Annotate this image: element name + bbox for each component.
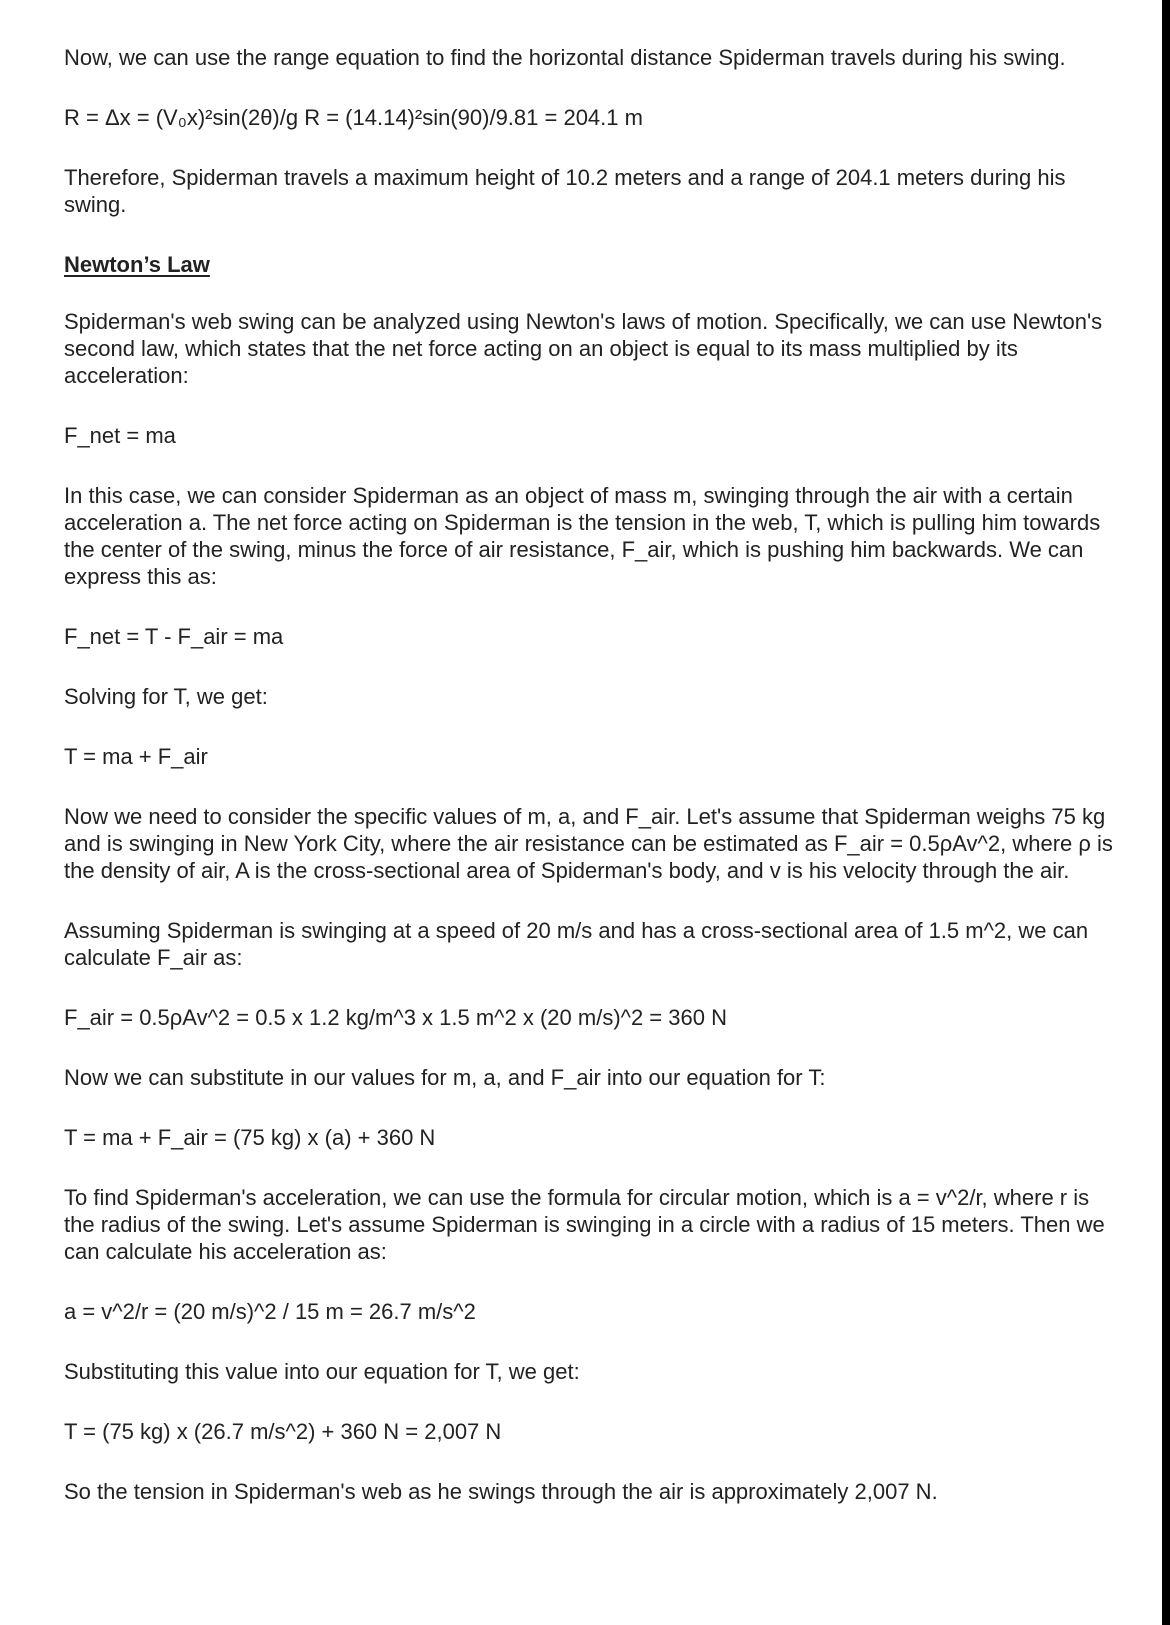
equation-t: T = ma + F_air <box>64 744 208 769</box>
paragraph-substitute: Now we can substitute in our values for m, a, and F_air into our equation for T: <box>64 1065 826 1090</box>
equation-range: R = Δx = (V₀x)²sin(2θ)/g R = (14.14)²sin(90)/9.81 = 204.1 m <box>64 105 643 130</box>
equation-fnet-tension: F_net = T - F_air = ma <box>64 624 284 649</box>
section-heading-newtons-law: Newton’s Law <box>64 252 210 277</box>
paragraph-speed-assumption: Assuming Spiderman is swinging at a speed of 20 m/s and has a cross-sectional area of 1.5 m^2, we can calculate F_air as: <box>64 918 1089 970</box>
equation-acceleration: a = v^2/r = (20 m/s)^2 / 15 m = 26.7 m/s^2 <box>64 1299 476 1324</box>
paragraph-solving-t: Solving for T, we get: <box>64 684 268 709</box>
equation-fnet: F_net = ma <box>64 423 176 448</box>
paragraph-range-conclusion: Therefore, Spiderman travels a maximum height of 10.2 meters and a range of 204.1 meters during his swing. <box>64 165 1066 217</box>
paragraph-conclusion: So the tension in Spiderman's web as he swings through the air is approximately 2,007 N. <box>64 1479 938 1504</box>
paragraph-newton-intro: Spiderman's web swing can be analyzed using Newton's laws of motion. Specifically, we can use Newton's second law, which states that the net force acting on an object is equal to its mass multiplied by its acceleration: <box>64 309 1103 388</box>
paragraph-substituting-value: Substituting this value into our equation for T, we get: <box>64 1359 580 1384</box>
equation-t-substituted: T = ma + F_air = (75 kg) x (a) + 360 N <box>64 1125 436 1150</box>
paragraph-tension-explanation: In this case, we can consider Spiderman as an object of mass m, swinging through the air with a certain acceleration a. The net force acting on Spiderman is the tension in the web, T, which is pulling him towards the center of the swing, minus the force of air resistance, F_air, which is pushing him backwards. We can express this as: <box>64 483 1101 589</box>
paragraph-specific-values: Now we need to consider the specific values of m, a, and F_air. Let's assume that Spiderman weighs 75 kg and is swinging in New York City, where the air resistance can be estimated as F_air = 0.5ρAv^2, where ρ is the density of air, A is the cross-sectional area of Spiderman's body, and v is his velocity through the air. <box>64 804 1113 883</box>
document-content <box>64 44 1114 1538</box>
paragraph-range-intro: Now, we can use the range equation to find the horizontal distance Spiderman travels during his swing. <box>64 45 1066 70</box>
paragraph-circular-motion: To find Spiderman's acceleration, we can use the formula for circular motion, which is a = v^2/r, where r is the radius of the swing. Let's assume Spiderman is swinging in a circle with a radius of 15 meters. Then we can calculate his acceleration as: <box>64 1185 1105 1264</box>
equation-fair: F_air = 0.5ρAv^2 = 0.5 x 1.2 kg/m^3 x 1.5 m^2 x (20 m/s)^2 = 360 N <box>64 1005 727 1030</box>
equation-t-result: T = (75 kg) x (26.7 m/s^2) + 360 N = 2,007 N <box>64 1419 502 1444</box>
